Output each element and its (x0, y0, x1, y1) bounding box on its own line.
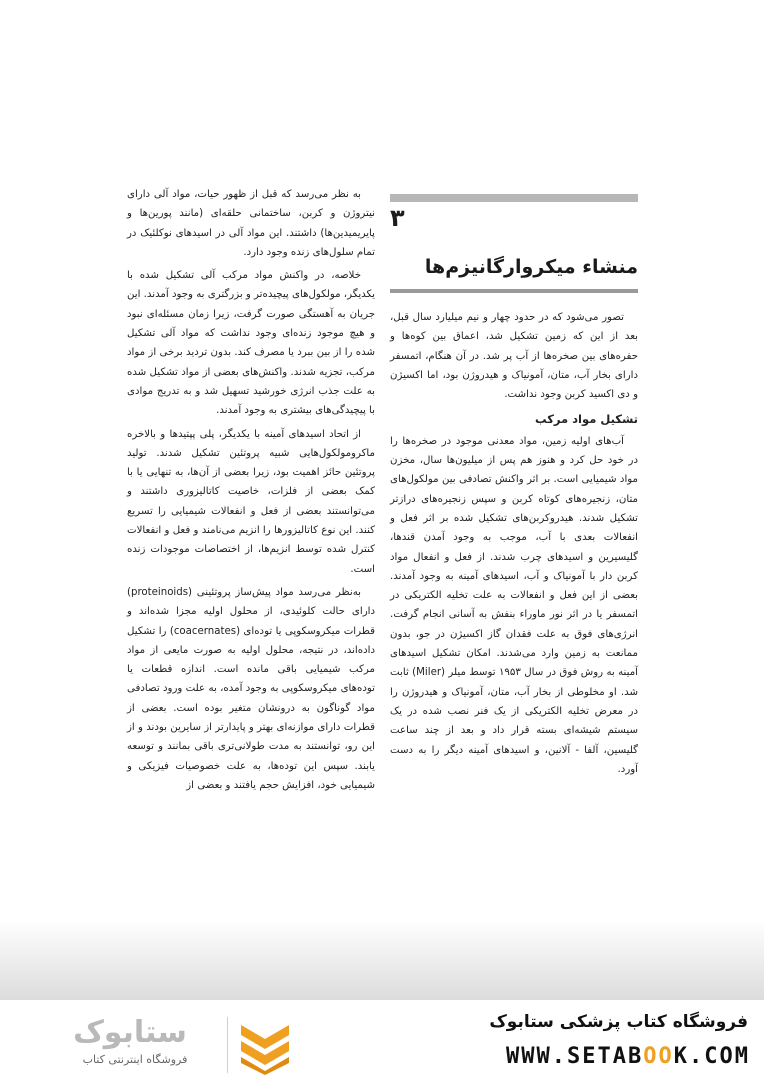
logo-divider (227, 1017, 228, 1073)
section-heading: تشکیل مواد مرکب (535, 412, 638, 427)
paragraph: به‌نظر می‌رسد مواد پیش‌ساز پروتئینی (proteinoids) دارای حالت کلوئیدی، از محلول اولیه مجزا شده‌اند و قطرات میکروسکوپی یا توده‌ای (coacernates) را تشکیل داده‌اند، در نتیجه، محلول اولیه به صورت مایعی از مواد مرکب شیمیایی باقی مانده است. اندازه قطعات یا توده‌های میکروسکوپی به وجود آمده، به علت ورود تصادفی مواد گوناگون به درونشان متغیر بوده است. بعضی از قطرات دارای موازنه‌ای بهتر و پایدارتر از سایرین بودند و از این رو، توانستند به مدت طولانی‌تری باقی بمانند و توسعه یابند. سپس این توده‌ها، به علت خصوصیات فیزیکی و شیمیایی خود، افزایش حجم یافتند و بعضی از (127, 586, 375, 791)
chapter-top-rule (390, 194, 638, 202)
left-text-column (127, 185, 375, 799)
paragraph: خلاصه، در واکنش مواد مرکب آلی تشکیل شده با یکدیگر، مولکول‌های پیچیده‌تر و بزرگتری به وجود آمدند. این جریان به آهستگی صورت گرفت، زیرا زمان مسئله‌ای نبود و هیچ موجود زنده‌ای وجود نداشت که مواد آلی تشکیل شده را از بین ببرد یا مصرف کند. بدون تردید برخی از مواد مرکب، تجزیه شدند. واکنش‌های بعضی از مواد تشکیل شده به علت جذب انرژی خورشید تسهیل شد و به تدریج موادی با پیچیدگی‌های بیشتری به وجود آمدند. (127, 270, 375, 417)
page-shadow (0, 920, 764, 1000)
paragraph: به نظر می‌رسد که قبل از ظهور حیات، مواد آلی دارای نیتروژن و کربن، ساختمانی حلقه‌ای (مانند پورین‌ها و پایریمیدین‌ها) داشتند. این مواد آلی در اسیدهای نوکلئیک در تمام سلول‌های زنده وجود دارد. (127, 189, 375, 258)
book-chevron-icon (235, 1015, 295, 1075)
chapter-number: ۳ (390, 204, 405, 232)
store-logo (20, 1015, 295, 1075)
logo-subtitle: فروشگاه اینترنتی کتاب (82, 1053, 188, 1066)
logo-wordmark: ستابوک (73, 1015, 187, 1050)
chapter-bottom-rule (390, 289, 638, 293)
intro-paragraph: تصور می‌شود که در حدود چهار و نیم میلیارد سال قبل، بعد از این که زمین تشکیل شد، اعماق بین کوه‌ها و حفره‌های بین صخره‌ها از آب پر شد. در آن هنگام، اتمسفر دارای بخار آب، متان، آمونیاک و هیدروژن بود، اما اکسیژن و دی اکسید کربن وجود نداشت. (390, 312, 638, 401)
paragraph: آب‌های اولیه زمین، مواد معدنی موجود در صخره‌ها را در خود حل کرد و هنوز هم پس از میلیون‌ها سال، مخزن مواد شیمیایی است. بر اثر واکنش تصادفی بین مولکول‌های متان، زنجیره‌های کوتاه کربن و سپس زنجیره‌های درازتر تشکیل شدند. هیدروکربن‌های تشکیل شده بر اثر فعل و انفعالات بعدی با آب، موجب به وجود آمدن قندها، گلیسیرین و اسیدهای چرب شدند. از فعل و انفعال مواد کربن دار با آمونیاک و آب، اسیدهای آمینه به وجود آمدند. بعضی از این فعل و انفعالات به علت تخلیه الکتریکی در اتمسفر یا در اثر نور ماوراء بنفش به آسانی انجام گرفت. انرژی‌های فوق به علت فقدان گاز اکسیژن در جو، بدون ممانعت به زمین وارد می‌شدند. امکان تشکیل اسیدهای آمینه به روش فوق در سال ۱۹۵۳ توسط میلر (Miler) ثابت شد. او مخلوطی از بخار آب، متان، آمونیاک و هیدروژن را در معرض تخلیه الکتریکی از یک فنر نصب شده در یک سیستم شیشه‌ای بسته قرار داد و بعد از چند ساعت گلیسین، آلفا - آلانین، و اسیدهای آمینه دیگر را به دست آورد. (390, 435, 638, 775)
chapter-title: منشاء میکروارگانیزم‌ها (424, 256, 638, 278)
right-text-column (390, 308, 638, 783)
store-url[interactable]: WWW.SETABOOK.COM (506, 1044, 750, 1069)
store-name: فروشگاه کتاب پزشکی ستابوک (489, 1012, 748, 1032)
paragraph: از اتحاد اسیدهای آمینه با یکدیگر، پلی پپتیدها و بالاخره ماکرومولکول‌هایی شبیه پروتئین تشکیل شدند. تولید پروتئین حائز اهمیت بود، زیرا بعضی از آن‌ها، به تنهایی یا با کمک بعضی از فلزات، خاصیت کاتالیزوری داشتند و می‌توانستند بعضی از فعل و انفعالات شیمیایی را تسریع کنند. این نوع کاتالیزورها را انزیم می‌نامند و فعل و انفعالات کنترل شده توسط انزیم‌ها، از اختصاصات موجودات زنده است. (127, 428, 375, 575)
